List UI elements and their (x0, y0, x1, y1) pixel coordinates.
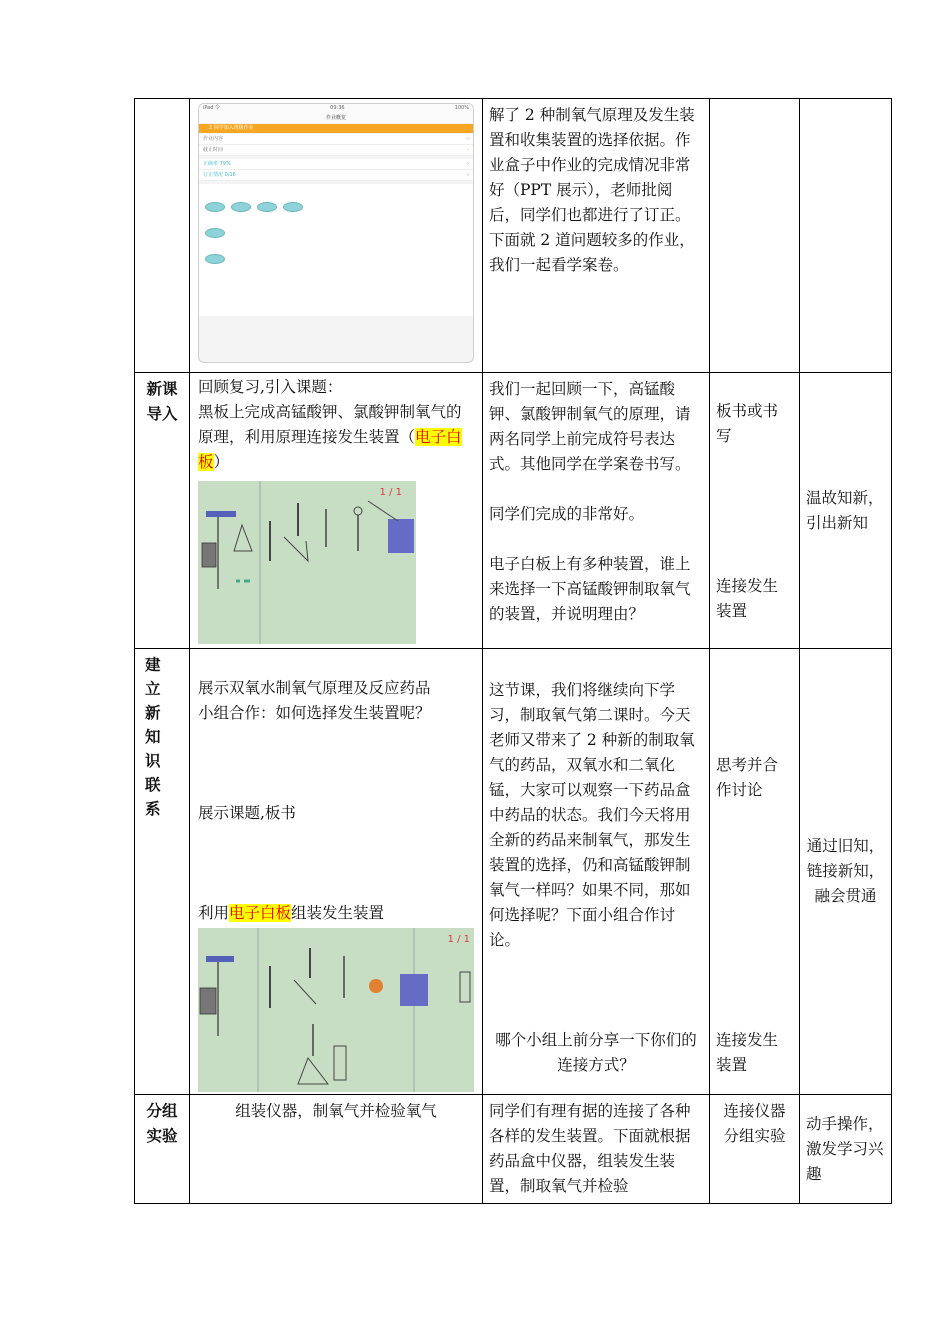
content-intro: 回顾复习,引入课题： (198, 378, 343, 396)
table-row (135, 649, 892, 1095)
student-text: 连接发生装置 (716, 577, 779, 620)
homework-app-screenshot (198, 103, 474, 363)
content-line: 组装仪器，制氧气并检验氧气 (235, 1102, 437, 1120)
teacher-cell (483, 373, 710, 649)
intent-text: 通过旧知，链接新知，融会贯通 (806, 837, 885, 905)
page-indicator: 1 / 1 (447, 934, 470, 945)
student-text: 连接仪器分组实验 (723, 1102, 786, 1145)
teacher-text: 解了 2 种制氧气原理及发生装置和收集装置的选择依据。作业盒子中作业的完成情况非常好（PPT 展示），老师批阅后，同学们也都进行了订正。下面就 2 道问题较多的作业，我们一起看学案卷。 (489, 106, 695, 274)
student-cell (710, 649, 800, 1095)
student-text: 思考并合作讨论 (716, 756, 779, 799)
app-row: 截止时间 › (199, 145, 473, 156)
table-row (135, 1095, 892, 1204)
teacher-text: 电子白板上有多种装置，谁上来选择一下高锰酸钾制取氧气的装置，并说明理由？ (489, 555, 691, 623)
highlight-text: 电子白板 (229, 904, 292, 922)
content-cell (190, 1095, 483, 1204)
content-line: 展示双氧水制氧气原理及反应药品 (198, 679, 431, 697)
stage-cell (135, 373, 190, 649)
table-row (135, 373, 892, 649)
student-cell (710, 99, 800, 373)
student-text: 连接发生装置 (716, 1031, 779, 1074)
intent-cell (800, 1095, 892, 1204)
intent-text: 温故知新，引出新知 (806, 488, 884, 532)
content-line: 小组合作：如何选择发生装置呢？ (198, 704, 431, 722)
stage-label: 新课导入 (146, 380, 178, 423)
intent-cell (800, 99, 892, 373)
teacher-text: 哪个小组上前分享一下你们的连接方式？ (495, 1031, 697, 1074)
intent-text: 动手操作，激发学习兴趣 (806, 1114, 884, 1183)
student-cell (710, 1095, 800, 1204)
stage-cell (135, 1095, 190, 1204)
student-text: 板书或书写 (716, 402, 779, 445)
stage-label: 建立新知识联系 (145, 656, 166, 818)
highlight-text: 电子白板 (198, 428, 462, 471)
notice-row: 2 同学加入班级作业 (199, 124, 473, 133)
content-main: 黑板上完成高锰酸钾、氯酸钾制氧气的原理，利用原理连接发生装置（电子白板） (198, 403, 462, 471)
intent-cell (800, 649, 892, 1095)
app-row: 订正情况 0/16 › (199, 170, 473, 181)
student-cell (710, 373, 800, 649)
status-time: 09:36 (330, 105, 345, 111)
teacher-cell (483, 649, 710, 1095)
stage-cell (135, 649, 190, 1095)
lesson-plan-table (134, 98, 892, 1204)
content-line: 利用电子白板组装发生装置 (198, 904, 385, 922)
teacher-text: 同学们有理有据的连接了各种各样的发生装置。下面就根据药品盒中仪器，组装发生装置，制取氧气并检验 (489, 1102, 691, 1195)
intent-cell (800, 373, 892, 649)
page-indicator: 1 / 1 (379, 487, 402, 498)
stage-label: 分组实验 (146, 1102, 178, 1145)
teacher-cell (483, 99, 710, 373)
teacher-cell (483, 1095, 710, 1204)
apparatus-image (198, 928, 474, 1092)
status-left: iPad 令 (203, 105, 221, 111)
app-row: 作业内容 › (199, 134, 473, 145)
status-battery: 100% (454, 105, 469, 111)
teacher-text: 这节课，我们将继续向下学习，制取氧气第二课时。今天老师又带来了 2 种新的制取氧气的药品，双氧水和二氧化锰，大家可以观察一下药品盒中药品的状态。我们今天将用全新的药品来制氧气，那发生装置的选择，仍和高锰酸钾制氧气一样吗？如果不同，那如何选择呢？下面小组合作讨论。 (489, 681, 695, 949)
app-nav-title: 作业概览 (199, 113, 473, 123)
apparatus-image (198, 481, 416, 644)
teacher-text: 我们一起回顾一下，高锰酸钾、氯酸钾制氧气的原理，请两名同学上前完成符号表达式。其他同学在学案卷书写。 (489, 380, 691, 473)
content-cell (190, 99, 483, 373)
content-line: 展示课题,板书 (198, 804, 296, 822)
teacher-text: 同学们完成的非常好。 (489, 505, 645, 523)
content-cell (190, 373, 483, 649)
bubble-panel (199, 184, 473, 316)
stage-cell (135, 99, 190, 373)
content-cell (190, 649, 483, 1095)
table-row (135, 99, 892, 373)
app-row: 正确率 79% › (199, 159, 473, 170)
